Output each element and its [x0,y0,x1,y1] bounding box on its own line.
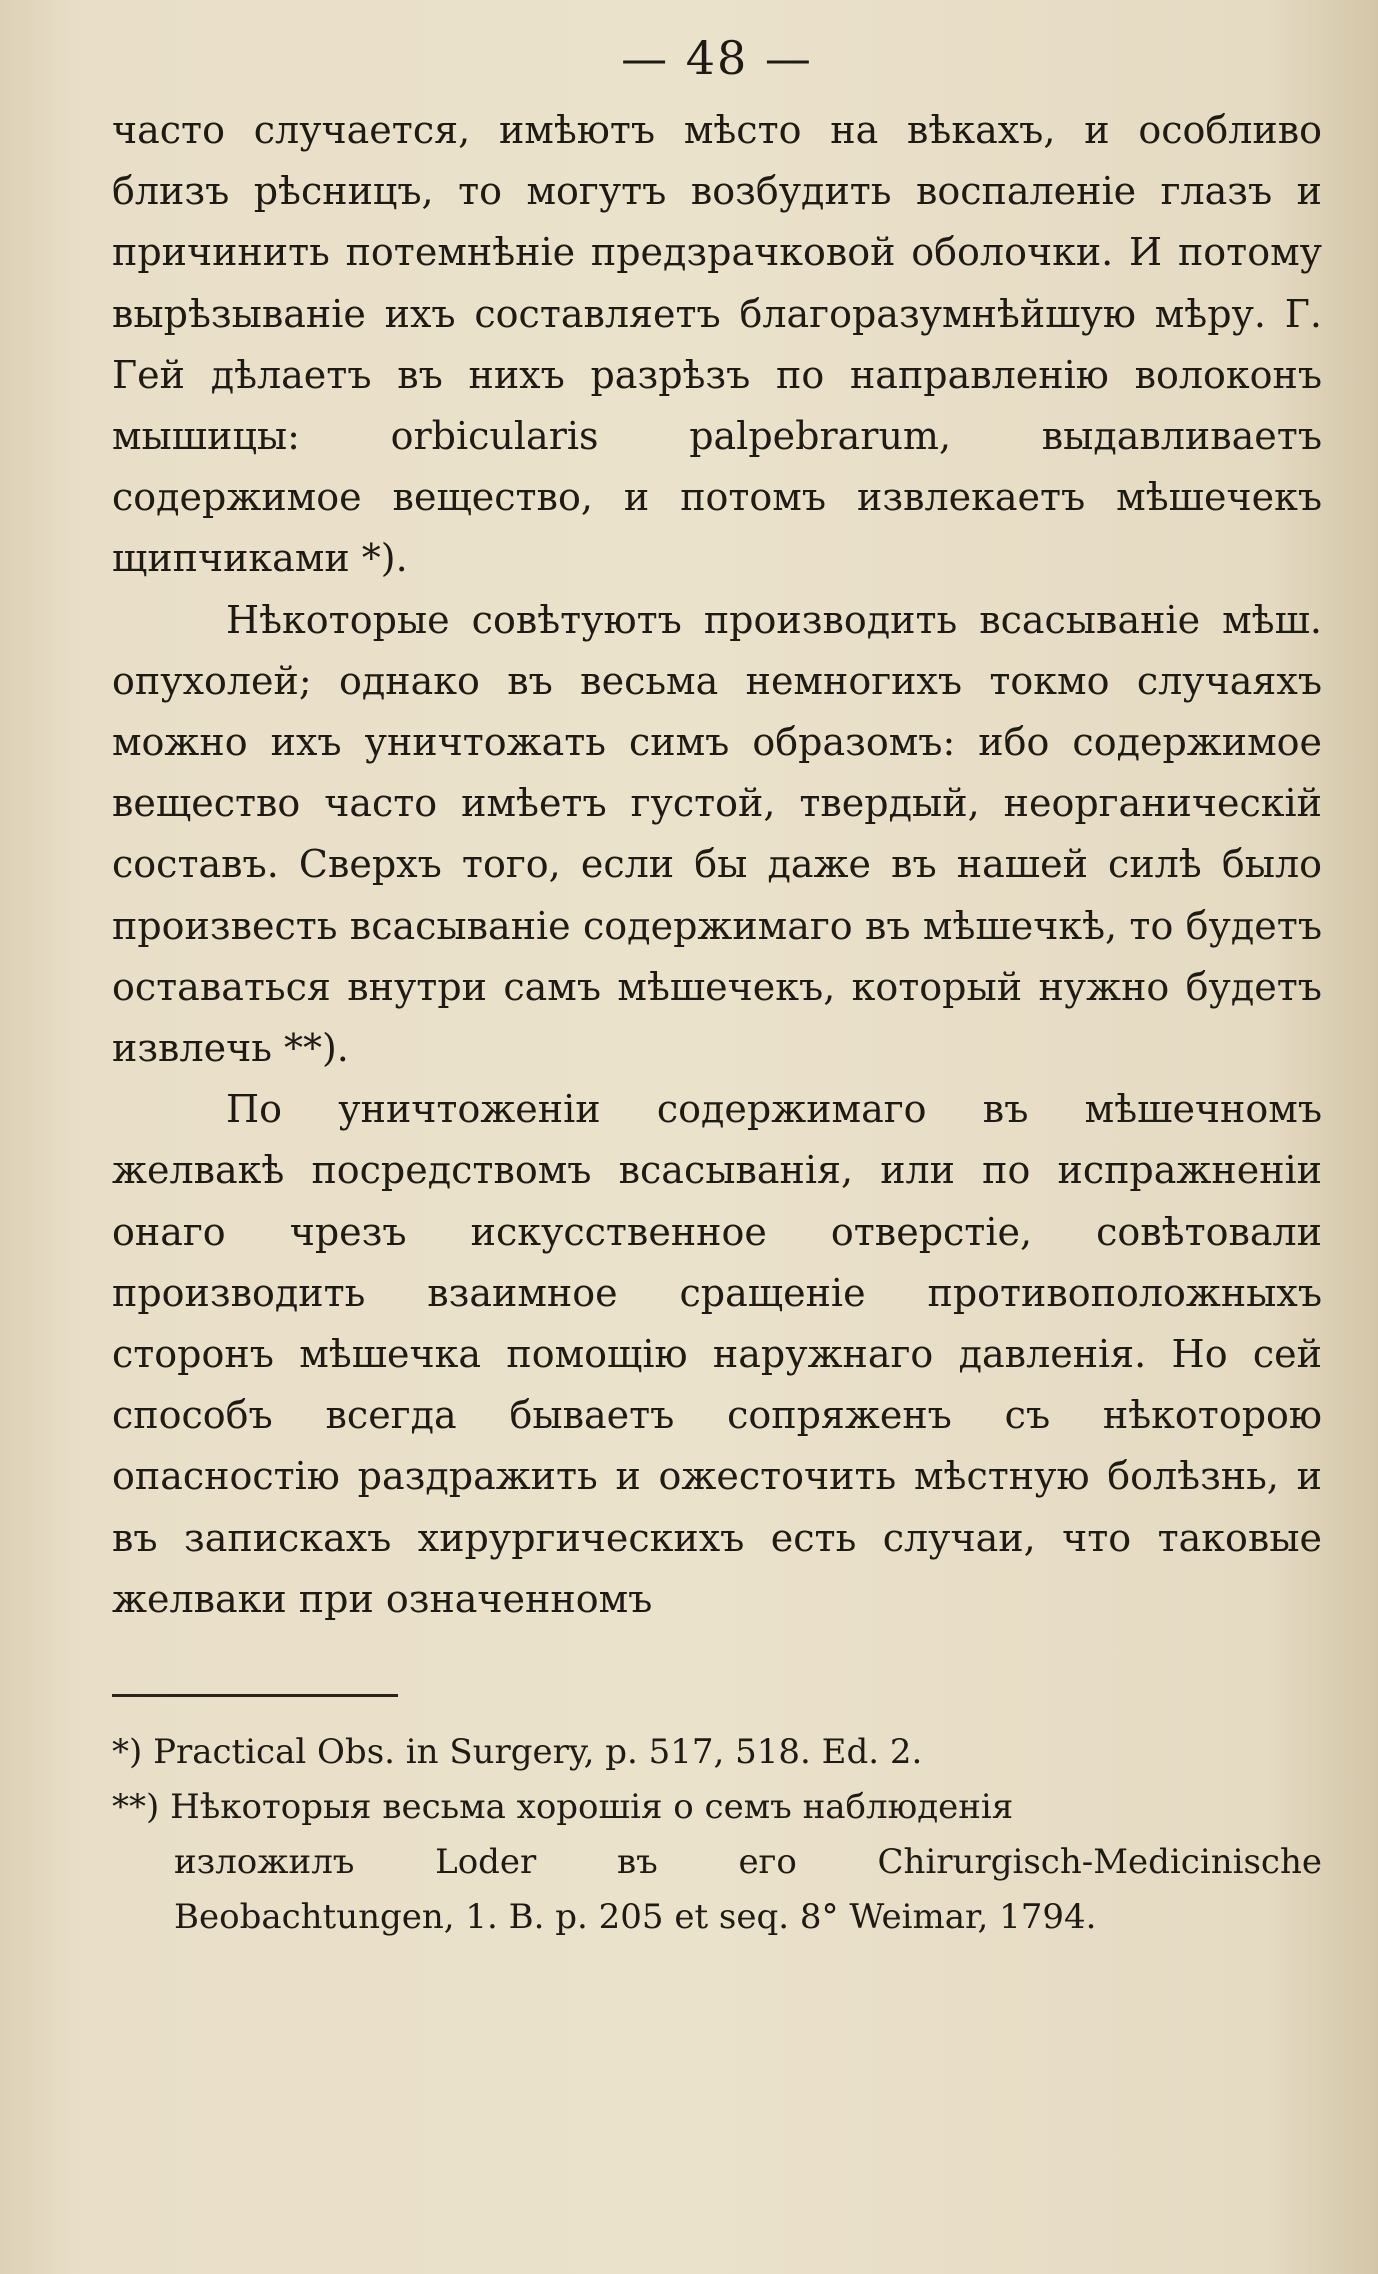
footnote-continuation: изложилъ Loder въ его Chirurgisch-Medicinische Beobachtungen, 1. B. p. 205 et seq. 8° Weimar, 1794. [174,1842,1322,1938]
body-text [112,100,1322,1630]
footnote [112,1725,1322,1780]
footnote-text: Practical Obs. in Surgery, p. 517, 518. Ed. 2. [153,1732,923,1773]
footnote-divider [112,1694,398,1697]
paragraph: По уничтоженіи содержимаго въ мѣшечномъ желвакѣ посредствомъ всасыванія, или по испражненіи онаго чрезъ искусственное отверстіе, совѣтовали производить взаимное сращеніе противоположныхъ сторонъ мѣшечка помощію наружнаго давленія. Но сей способъ всегда бываетъ сопряженъ съ нѣкоторою опасностію раздражить и ожесточить мѣстную болѣзнь, и въ запискахъ хирургическихъ есть случаи, что таковые желваки при означенномъ [112,1087,1322,1621]
paragraph: Нѣкоторые совѣтуютъ производить всасываніе мѣш. опухолей; однако въ весьма немногихъ токмо случаяхъ можно ихъ уничтожать симъ образомъ: ибо содержимое вещество часто имѣетъ густой, твердый, неорганическій составъ. Сверхъ того, если бы даже въ нашей силѣ было произвесть всасываніе содержимаго въ мѣшечкѣ, то будетъ оставаться внутри самъ мѣшечекъ, который нужно будетъ извлечь **). [112,597,1322,1071]
footnote-marker: **) [112,1787,160,1828]
footnote-marker: *) [112,1732,143,1773]
footnotes [112,1725,1322,1945]
footnote-text: Нѣкоторыя весьма хорошія о семъ наблюденія [170,1787,1014,1828]
footnote [112,1780,1322,1945]
paragraph: часто случается, имѣютъ мѣсто на вѣкахъ, и особливо близъ рѣсницъ, то могутъ возбудить воспаленіе глазъ и причинить потемнѣніе предзрачковой оболочки. И потому вырѣзываніе ихъ составляетъ благоразумнѣйшую мѣру. Г. Гей дѣлаетъ въ нихъ разрѣзъ по направленію волоконъ мышицы: orbicularis palpebrarum, выдавливаетъ содержимое вещество, и потомъ извлекаетъ мѣшечекъ щипчиками *). [112,108,1322,581]
page-number: — 48 — [621,31,813,85]
